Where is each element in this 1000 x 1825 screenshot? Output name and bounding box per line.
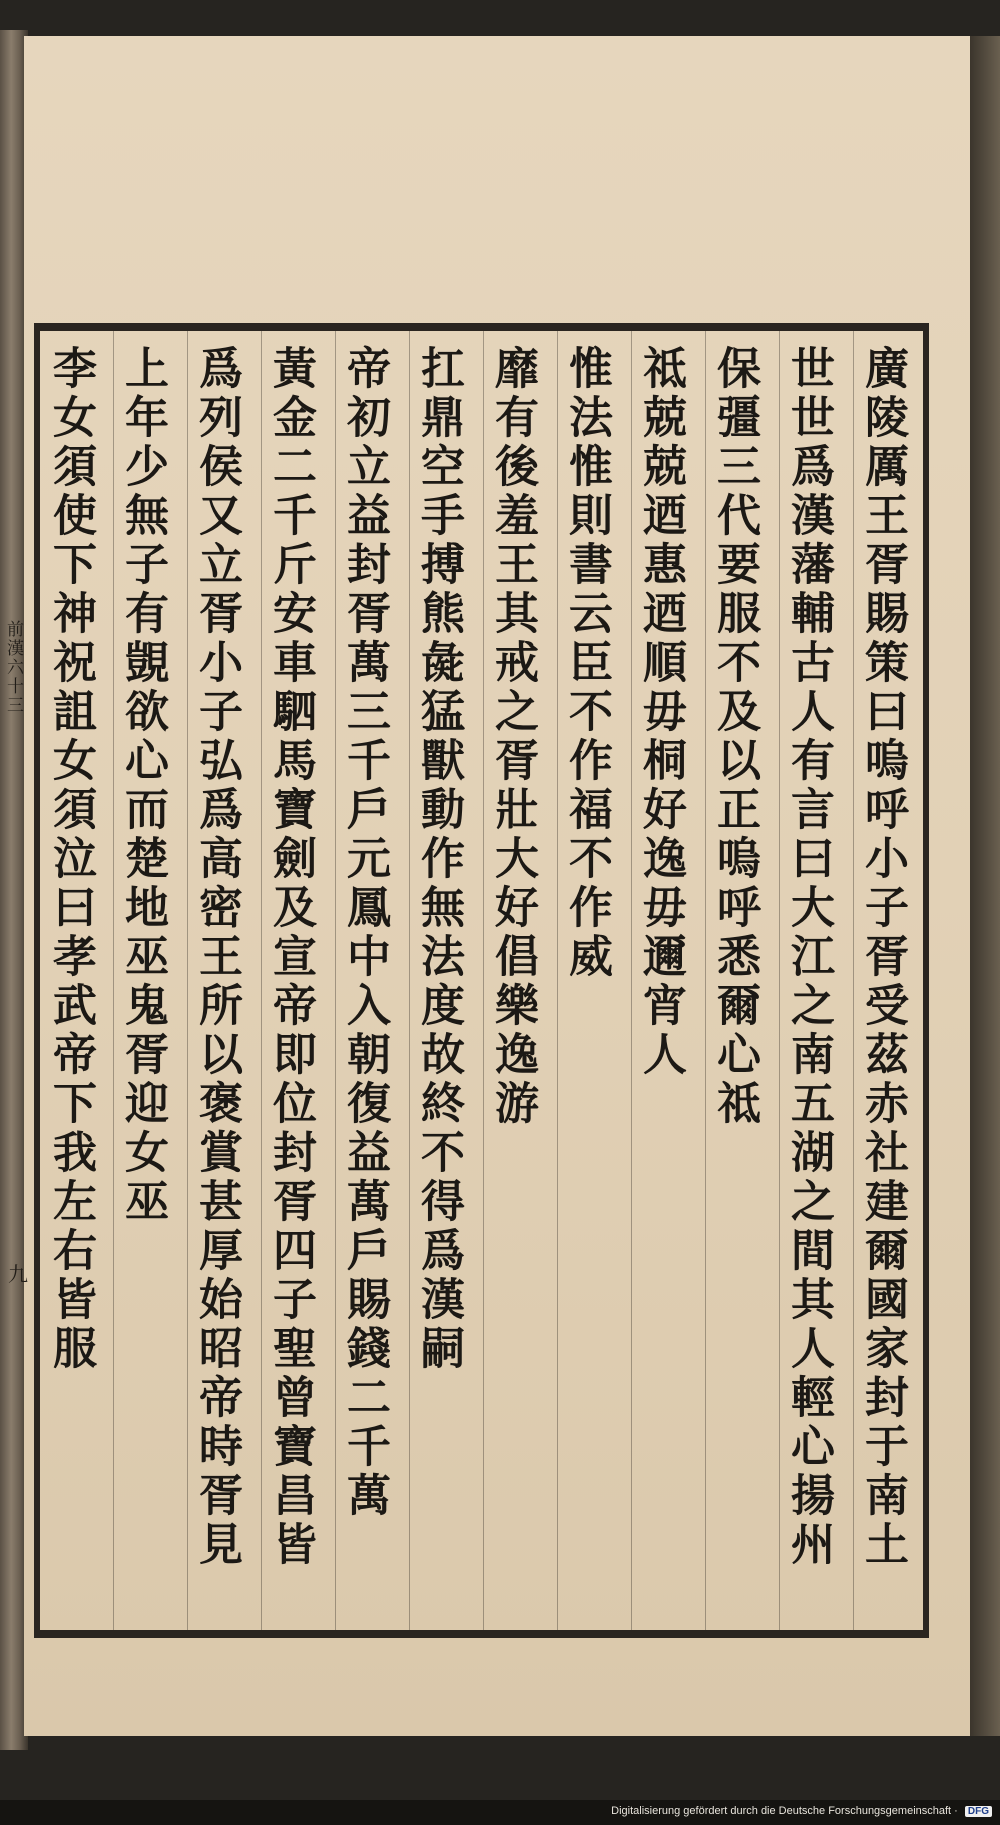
column-text: 世世爲漢藩輔古人有言曰大江之南五湖之間其人輕心揚州 [783,345,834,1570]
text-column [705,331,762,1630]
page-number: 九 [8,1262,28,1286]
text-column [113,331,170,1630]
text-column [483,331,540,1630]
column-text: 李女須使下神祝詛女須泣曰孝武帝下我左右皆服 [45,345,96,1374]
text-column [779,331,836,1630]
column-text: 扛鼎空手搏熊彘猛獸動作無法度故終不得爲漢嗣 [413,345,464,1374]
column-text: 靡有後羞王其戒之胥壯大好倡樂逸游 [487,345,538,1129]
text-column [261,331,318,1630]
column-text: 保彊三代要服不及以正嗚呼悉爾心祗 [709,345,760,1129]
text-column [631,331,688,1630]
text-column [557,331,614,1630]
text-column [409,331,466,1630]
column-text: 祗兢兢迺惠迺順毋桐好逸毋邇宵人 [635,345,686,1080]
text-columns [34,331,929,1630]
column-text: 爲列侯又立胥小子弘爲高密王所以褒賞甚厚始昭帝時胥見 [191,345,242,1570]
text-column [335,331,392,1630]
column-text: 惟法惟則書云臣不作福不作威 [561,345,612,982]
footer-bar [0,1800,1000,1825]
dfg-logo-icon: DFG [965,1806,992,1817]
margin-chapter-label: 前漢六十三 [3,620,23,715]
book-right-page-edge [970,36,1000,1736]
column-text: 帝初立益封胥萬三千戶元鳳中入朝復益萬戶賜錢二千萬 [339,345,390,1521]
text-column [42,331,98,1630]
text-column [853,331,910,1630]
footer-credit [611,1805,992,1817]
column-text: 黃金二千斤安車駟馬寶劍及宣帝即位封胥四子聖曾寶昌皆 [265,345,316,1570]
text-column [187,331,244,1630]
column-text: 上年少無子有覬欲心而楚地巫鬼胥迎女巫 [117,345,168,1227]
column-text: 廣陵厲王胥賜策曰嗚呼小子胥受茲赤社建爾國家封于南土 [857,345,908,1570]
footer-credit-text: Digitalisierung gefördert durch die Deutsche Forschungsgemeinschaft · [611,1805,958,1817]
